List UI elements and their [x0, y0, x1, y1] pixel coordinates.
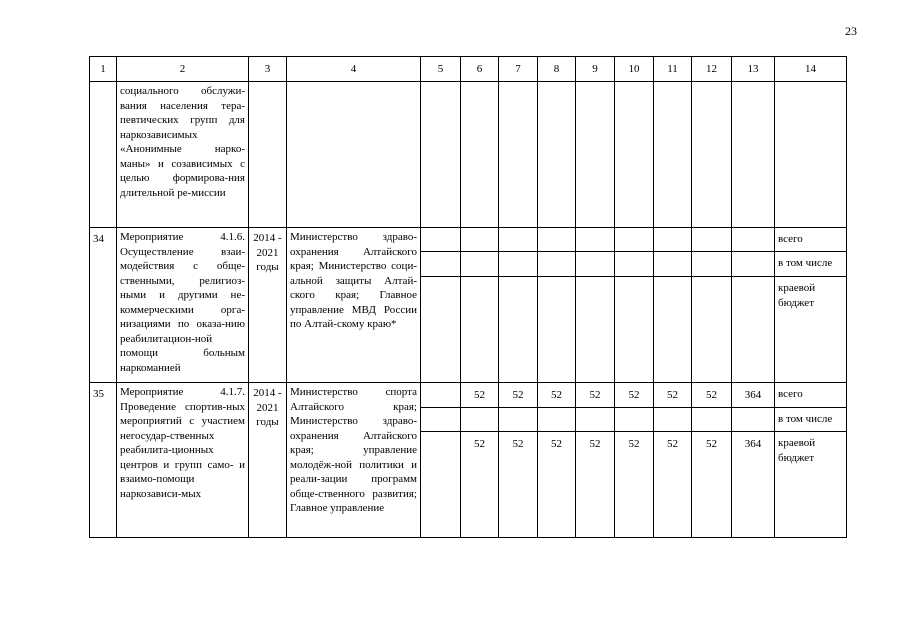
table-row	[90, 383, 847, 408]
event-name: социального обслужи-вания населения тера-певтических групп для наркозависимых «Анонимные нарко-маны» и созависимых с целью формирова-ния длительной ре-миссии	[117, 82, 249, 228]
value-cell: 52	[461, 383, 499, 408]
value-cell: 52	[499, 432, 538, 538]
event-years: 2014 - 2021 годы	[249, 383, 287, 538]
col-header: 11	[654, 57, 692, 82]
col-header: 4	[287, 57, 421, 82]
value-cell: 364	[732, 432, 775, 538]
program-table	[89, 56, 847, 538]
event-executors: Министерство здраво-охранения Алтайского края; Министерство соци-альной защиты Алтай-ского края; Главное управление МВД России по Алтай-скому краю*	[287, 228, 421, 383]
value-cell	[421, 383, 461, 408]
col-header: 9	[576, 57, 615, 82]
source-total-label: всего	[775, 383, 847, 408]
value-cell: 52	[499, 383, 538, 408]
row-number: 35	[90, 383, 117, 538]
header-row	[90, 57, 847, 82]
col-header: 5	[421, 57, 461, 82]
event-executors: Министерство спорта Алтайского края; Министерство здраво-охранения Алтайского края; управление молодёж-ной политики и реали-зации программ обще-ственного развития; Главное управление	[287, 383, 421, 538]
col-header: 13	[732, 57, 775, 82]
table-row-continuation	[90, 82, 847, 228]
value-cell: 52	[615, 432, 654, 538]
source-budget-label: краевой бюджет	[775, 432, 847, 538]
table-row	[90, 228, 847, 252]
source-including-label: в том числе	[775, 408, 847, 432]
col-header: 6	[461, 57, 499, 82]
col-header: 1	[90, 57, 117, 82]
value-cell: 52	[461, 432, 499, 538]
event-name: Мероприятие 4.1.7. Проведение спортив-ных мероприятий с участием негосудар-ственных реабилита-ционных центров и групп само- и взаимо-помощи наркозависи-мых	[117, 383, 249, 538]
page-number: 23	[845, 24, 857, 38]
col-header: 3	[249, 57, 287, 82]
col-header: 2	[117, 57, 249, 82]
col-header: 12	[692, 57, 732, 82]
source-including-label: в том числе	[775, 252, 847, 277]
value-cell: 52	[538, 383, 576, 408]
event-years: 2014 - 2021 годы	[249, 228, 287, 383]
source-total-label: всего	[775, 228, 847, 252]
value-cell: 52	[692, 432, 732, 538]
event-name: Мероприятие 4.1.6. Осуществление взаи-модействия с обще-ственными, религиоз-ными и другими не-коммерческими орга-низациями по оказа-нию реабилитацион-ной помощи больным наркоманией	[117, 228, 249, 383]
value-cell: 52	[576, 383, 615, 408]
value-cell: 52	[654, 432, 692, 538]
col-header: 8	[538, 57, 576, 82]
value-cell: 52	[654, 383, 692, 408]
value-cell: 364	[732, 383, 775, 408]
value-cell: 52	[615, 383, 654, 408]
col-header: 7	[499, 57, 538, 82]
value-cell: 52	[576, 432, 615, 538]
value-cell	[421, 432, 461, 538]
value-cell: 52	[538, 432, 576, 538]
source-budget-label: краевой бюджет	[775, 277, 847, 383]
value-cell: 52	[692, 383, 732, 408]
col-header: 10	[615, 57, 654, 82]
col-header: 14	[775, 57, 847, 82]
row-number: 34	[90, 228, 117, 383]
